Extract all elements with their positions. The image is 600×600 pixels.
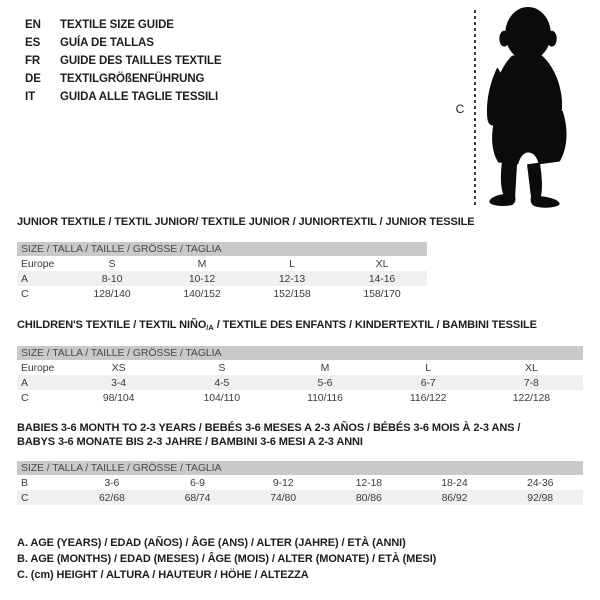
language-title: TEXTILGRÖßENFÜHRUNG bbox=[60, 73, 205, 85]
language-title-list bbox=[25, 16, 222, 106]
height-measure-dashed-line bbox=[474, 10, 476, 207]
legend bbox=[17, 535, 436, 583]
age-cell: 7-8 bbox=[480, 375, 583, 390]
children-size-header-bar: SIZE / TALLA / TAILLE / GRÖSSE / TAGLIA bbox=[17, 346, 583, 360]
size-cell: XL bbox=[525, 361, 538, 374]
language-code: FR bbox=[25, 55, 41, 67]
height-cell: 128/140 bbox=[93, 287, 131, 300]
toddler-silhouette-image bbox=[482, 6, 579, 208]
language-code: DE bbox=[25, 73, 41, 85]
language-row bbox=[25, 34, 222, 52]
legend-line-b: B. AGE (MONTHS) / EDAD (MESES) / ÂGE (MOIS) / ALTER (MONATE) / ETÀ (MESI) bbox=[17, 553, 437, 565]
legend-line-c: C. (cm) HEIGHT / ALTURA / HAUTEUR / HÖHE / ALTEZZA bbox=[17, 569, 309, 581]
months-cell: 6-9 bbox=[190, 476, 205, 489]
row-label: A bbox=[17, 271, 67, 286]
age-cell: 12-13 bbox=[247, 271, 337, 286]
language-title: TEXTILE SIZE GUIDE bbox=[60, 19, 174, 31]
babies-table-title bbox=[17, 421, 583, 449]
age-cell: 6-7 bbox=[377, 375, 480, 390]
babies-table-title-line2: BABYS 3-6 MONATE BIS 2-3 JAHRE / BAMBINI 3-6 MESI A 2-3 ANNI bbox=[17, 436, 363, 448]
height-cell: 62/68 bbox=[69, 490, 155, 505]
height-cell: 98/104 bbox=[102, 391, 135, 404]
height-cell: 140/152 bbox=[183, 287, 221, 300]
language-row bbox=[25, 52, 222, 70]
table-row bbox=[17, 390, 583, 405]
row-label: C bbox=[21, 287, 29, 300]
table-row bbox=[17, 271, 427, 286]
age-cell: 3-4 bbox=[67, 375, 170, 390]
children-size-table bbox=[17, 360, 583, 405]
size-cell: M bbox=[320, 361, 330, 374]
months-cell: 9-12 bbox=[272, 476, 294, 489]
size-cell: S bbox=[218, 361, 226, 374]
months-cell: 12-18 bbox=[355, 476, 382, 489]
row-label: C bbox=[21, 391, 29, 404]
table-row bbox=[17, 375, 583, 390]
language-row bbox=[25, 16, 222, 34]
size-cell: XL bbox=[375, 257, 389, 270]
language-title: GUIDE DES TAILLES TEXTILE bbox=[60, 55, 222, 67]
age-cell: 8-10 bbox=[67, 271, 157, 286]
months-cell: 18-24 bbox=[441, 476, 468, 489]
children-table-title-text: / TEXTILE DES ENFANTS / KINDERTEXTIL / BAMBINI TESSILE bbox=[213, 319, 537, 331]
size-cell: L bbox=[289, 257, 295, 270]
age-cell: 5-6 bbox=[273, 375, 376, 390]
table-row bbox=[17, 475, 583, 490]
row-label: A bbox=[17, 375, 67, 390]
height-cell: 68/74 bbox=[155, 490, 241, 505]
language-code: EN bbox=[25, 19, 41, 31]
height-cell: 86/92 bbox=[412, 490, 498, 505]
babies-table-title-line1: BABIES 3-6 MONTH TO 2-3 YEARS / BEBÉS 3-6 MESES A 2-3 AÑOS / BÉBÉS 3-6 MOIS À 2-3 ANS / bbox=[17, 422, 521, 434]
size-cell: M bbox=[197, 257, 207, 270]
junior-size-table bbox=[17, 256, 427, 301]
babies-size-header-bar: SIZE / TALLA / TAILLE / GRÖSSE / TAGLIA bbox=[17, 461, 583, 475]
months-cell: 24-36 bbox=[526, 476, 554, 489]
height-cell: 92/98 bbox=[497, 490, 583, 505]
table-row bbox=[17, 286, 427, 301]
table-row bbox=[17, 490, 583, 505]
age-cell: 14-16 bbox=[337, 271, 427, 286]
height-cell: 74/80 bbox=[240, 490, 326, 505]
height-cell: 158/170 bbox=[363, 287, 401, 300]
height-cell: 80/86 bbox=[326, 490, 412, 505]
age-cell: 4-5 bbox=[170, 375, 273, 390]
months-cell: 3-6 bbox=[104, 476, 120, 489]
row-label: B bbox=[21, 476, 28, 489]
size-cell: L bbox=[425, 361, 432, 374]
language-title: GUIDA ALLE TAGLIE TESSILI bbox=[60, 91, 219, 103]
row-label: Europe bbox=[21, 257, 55, 270]
size-cell: S bbox=[108, 257, 116, 270]
table-row bbox=[17, 256, 427, 271]
junior-size-header-bar: SIZE / TALLA / TAILLE / GRÖSSE / TAGLIA bbox=[17, 242, 427, 256]
language-row bbox=[25, 70, 222, 88]
babies-size-table bbox=[17, 475, 583, 505]
height-cell: 110/116 bbox=[307, 391, 343, 404]
children-table-title-subscript: /A bbox=[206, 323, 214, 332]
children-table-title-text: CHILDREN'S TEXTILE / TEXTIL NIÑO bbox=[17, 319, 207, 331]
junior-table-title: JUNIOR TEXTILE / TEXTIL JUNIOR/ TEXTILE JUNIOR / JUNIORTEXTIL / JUNIOR TESSILE bbox=[17, 216, 475, 228]
table-row bbox=[17, 360, 583, 375]
height-measure-label: C bbox=[455, 102, 465, 116]
size-cell: XS bbox=[111, 361, 126, 374]
legend-line-a: A. AGE (YEARS) / EDAD (AÑOS) / ÂGE (ANS) / ALTER (JAHRE) / ETÀ (ANNI) bbox=[17, 537, 406, 549]
language-title: GUÍA DE TALLAS bbox=[60, 37, 154, 49]
height-cell: 116/122 bbox=[409, 391, 447, 404]
children-table-title bbox=[17, 319, 537, 334]
row-label: C bbox=[17, 490, 69, 505]
language-code: ES bbox=[25, 37, 41, 49]
age-cell: 10-12 bbox=[157, 271, 247, 286]
row-label: Europe bbox=[21, 361, 55, 374]
height-cell: 104/110 bbox=[203, 391, 241, 404]
language-code: IT bbox=[25, 91, 36, 103]
height-cell: 152/158 bbox=[273, 287, 311, 300]
language-row bbox=[25, 88, 222, 106]
height-cell: 122/128 bbox=[512, 391, 550, 404]
